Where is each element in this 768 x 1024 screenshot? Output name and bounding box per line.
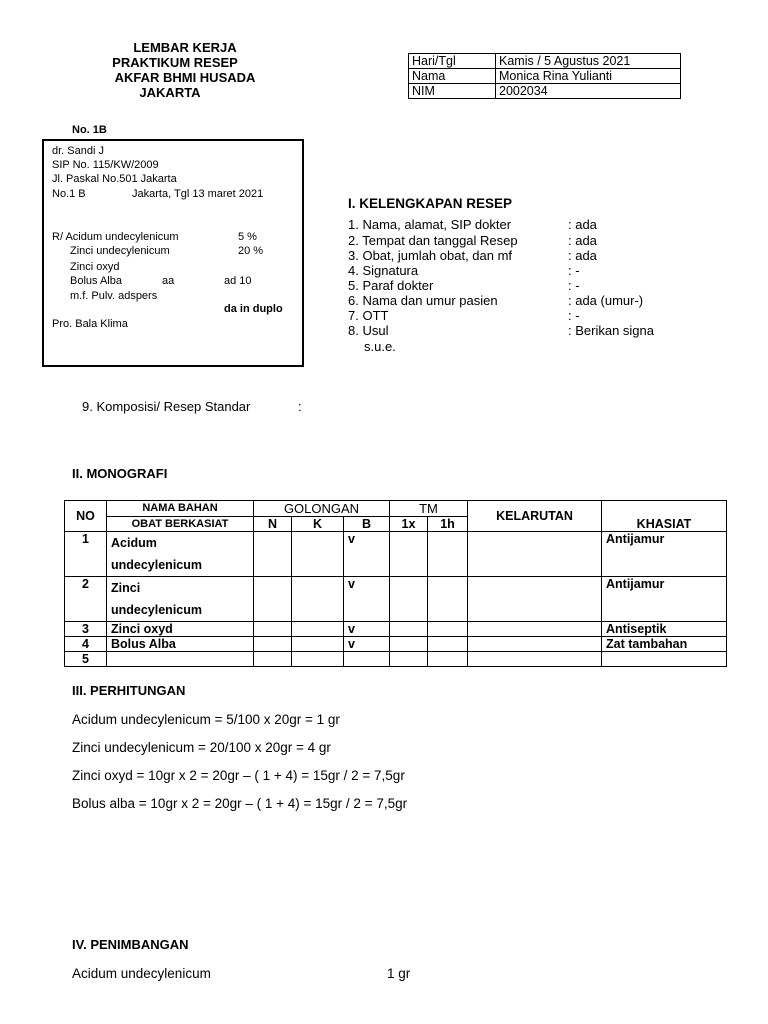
- cell-1h: [428, 577, 468, 622]
- kelengkapan-item-label: 7. OTT: [348, 308, 389, 323]
- col-no-header: NO: [65, 501, 107, 532]
- col-golongan-header: GOLONGAN: [254, 501, 390, 517]
- cell-kelarutan: [468, 637, 602, 652]
- kelengkapan-item-label: 1. Nama, alamat, SIP dokter: [348, 217, 512, 232]
- prescription-box: [42, 139, 304, 367]
- cell-khasiat: [602, 652, 727, 667]
- recipe-da-in-duplo: da in duplo: [224, 303, 283, 315]
- col-kelarutan-header: KELARUTAN: [468, 501, 602, 532]
- header-line-2: PRAKTIKUM RESEP: [112, 55, 238, 70]
- recipe-no: No.1 B: [52, 188, 86, 200]
- recipe-r1-name: R/ Acidum undecylenicum: [52, 231, 179, 243]
- recipe-r4-name: Bolus Alba: [70, 275, 122, 287]
- recipe-r4-aa: aa: [162, 275, 175, 287]
- recipe-r3-name: Zinci oxyd: [70, 261, 120, 273]
- komposisi-colon: :: [298, 399, 302, 414]
- cell-nama-line2: undecylenicum: [111, 603, 202, 617]
- cell-k: [292, 577, 344, 622]
- col-k-header: K: [292, 517, 344, 532]
- header-line-4: JAKARTA: [139, 85, 201, 100]
- penimbangan-item-amount: 1 gr: [387, 966, 411, 981]
- table-row: [65, 652, 727, 667]
- kelengkapan-item-value: : ada: [568, 217, 597, 232]
- table-row: [65, 637, 727, 652]
- cell-1h: [428, 532, 468, 577]
- kelengkapan-title: I. KELENGKAPAN RESEP: [348, 196, 513, 211]
- info-value: 2002034: [496, 84, 681, 99]
- cell-no: 2: [65, 577, 107, 622]
- cell-b: v: [344, 622, 390, 637]
- col-n-header: N: [254, 517, 292, 532]
- cell-nama: [107, 652, 254, 667]
- col-nama-header: NAMA BAHAN: [107, 501, 254, 517]
- kelengkapan-item-value: : -: [568, 263, 580, 278]
- recipe-address: Jl. Paskal No.501 Jakarta: [52, 173, 177, 185]
- cell-b: v: [344, 637, 390, 652]
- cell-1x: [390, 652, 428, 667]
- table-row: [65, 577, 727, 622]
- recipe-r1-amount: 5 %: [238, 231, 257, 243]
- kelengkapan-item-label: 3. Obat, jumlah obat, dan mf: [348, 248, 513, 263]
- kelengkapan-item-value: : ada: [568, 248, 597, 263]
- cell-nama-line2: undecylenicum: [111, 558, 202, 572]
- kelengkapan-item-value: : Berikan signa: [568, 323, 654, 338]
- cell-1x: [390, 637, 428, 652]
- cell-kelarutan: [468, 532, 602, 577]
- cell-n: [254, 577, 292, 622]
- info-row: [409, 54, 681, 69]
- cell-khasiat: Antijamur: [602, 577, 727, 622]
- cell-nama-line1: Acidum: [111, 536, 157, 550]
- cell-no: 4: [65, 637, 107, 652]
- cell-1x: [390, 622, 428, 637]
- cell-kelarutan: [468, 622, 602, 637]
- cell-no: 5: [65, 652, 107, 667]
- kelengkapan-item-value: : -: [568, 278, 580, 293]
- cell-n: [254, 622, 292, 637]
- kelengkapan-item-label: 6. Nama dan umur pasien: [348, 293, 498, 308]
- cell-no: 3: [65, 622, 107, 637]
- header-line-3: AKFAR BHMI HUSADA: [114, 70, 256, 85]
- cell-no: 1: [65, 532, 107, 577]
- cell-nama: Bolus Alba: [107, 637, 254, 652]
- cell-n: [254, 532, 292, 577]
- penimbangan-item-name: Acidum undecylenicum: [72, 966, 211, 981]
- cell-b: v: [344, 577, 390, 622]
- recipe-number: No. 1B: [72, 124, 107, 136]
- kelengkapan-item-label: 4. Signatura: [348, 263, 419, 278]
- penimbangan-title: IV. PENIMBANGAN: [72, 937, 189, 952]
- table-row: [65, 532, 727, 577]
- cell-1x: [390, 577, 428, 622]
- kelengkapan-continuation: s.u.e.: [364, 339, 396, 354]
- monografi-header-row: [65, 501, 727, 517]
- cell-1x: [390, 532, 428, 577]
- kelengkapan-item-label: 5. Paraf dokter: [348, 278, 434, 293]
- monografi-title: II. MONOGRAFI: [72, 466, 168, 481]
- cell-n: [254, 652, 292, 667]
- recipe-place-date: Jakarta, Tgl 13 maret 2021: [132, 188, 264, 200]
- recipe-r2-name: Zinci undecylenicum: [70, 245, 170, 257]
- col-1h-header: 1h: [428, 517, 468, 532]
- cell-n: [254, 637, 292, 652]
- recipe-sip: SIP No. 115/KW/2009: [52, 159, 159, 171]
- cell-kelarutan: [468, 577, 602, 622]
- info-label: NIM: [409, 84, 496, 99]
- cell-khasiat: Antijamur: [602, 532, 727, 577]
- kelengkapan-item-label: 8. Usul: [348, 323, 389, 338]
- cell-kelarutan: [468, 652, 602, 667]
- perhitungan-line: Zinci oxyd = 10gr x 2 = 20gr – ( 1 + 4) = 15gr / 2 = 7,5gr: [72, 768, 405, 783]
- recipe-mf: m.f. Pulv. adspers: [70, 290, 158, 302]
- kelengkapan-item-value: : ada (umur-): [568, 293, 644, 308]
- student-info-table: [408, 53, 681, 99]
- recipe-doctor: dr. Sandi J: [52, 145, 104, 157]
- perhitungan-line: Acidum undecylenicum = 5/100 x 20gr = 1 gr: [72, 712, 340, 727]
- perhitungan-line: Bolus alba = 10gr x 2 = 20gr – ( 1 + 4) = 15gr / 2 = 7,5gr: [72, 796, 408, 811]
- cell-nama: [107, 577, 254, 622]
- perhitungan-title: III. PERHITUNGAN: [72, 683, 186, 698]
- kelengkapan-item-value: : ada: [568, 233, 597, 248]
- cell-1h: [428, 637, 468, 652]
- recipe-r4-amount: ad 10: [224, 275, 252, 287]
- cell-b: [344, 652, 390, 667]
- col-nama-header-2: OBAT BERKASIAT: [107, 517, 254, 532]
- col-tm-header: TM: [390, 501, 468, 517]
- cell-k: [292, 622, 344, 637]
- col-b-header: B: [344, 517, 390, 532]
- header-line-1: LEMBAR KERJA: [133, 40, 237, 55]
- recipe-r2-amount: 20 %: [238, 245, 264, 257]
- cell-b: v: [344, 532, 390, 577]
- info-value: Kamis / 5 Agustus 2021: [496, 54, 681, 69]
- cell-1h: [428, 652, 468, 667]
- info-value: Monica Rina Yulianti: [496, 69, 681, 84]
- info-label: Nama: [409, 69, 496, 84]
- info-label: Hari/Tgl: [409, 54, 496, 69]
- kelengkapan-item-label: 2. Tempat dan tanggal Resep: [348, 233, 518, 248]
- cell-nama: Zinci oxyd: [107, 622, 254, 637]
- info-row: [409, 69, 681, 84]
- cell-khasiat: Antiseptik: [602, 622, 727, 637]
- cell-k: [292, 652, 344, 667]
- cell-nama-line1: Zinci: [111, 581, 141, 595]
- info-row: [409, 84, 681, 99]
- komposisi-label: 9. Komposisi/ Resep Standar: [82, 399, 251, 414]
- cell-nama: [107, 532, 254, 577]
- cell-khasiat: Zat tambahan: [602, 637, 727, 652]
- perhitungan-line: Zinci undecylenicum = 20/100 x 20gr = 4 gr: [72, 740, 331, 755]
- cell-k: [292, 637, 344, 652]
- cell-1h: [428, 622, 468, 637]
- monografi-table: [64, 500, 727, 667]
- col-khasiat-header: KHASIAT: [602, 501, 727, 532]
- recipe-pro: Pro. Bala Klima: [52, 318, 128, 330]
- col-1x-header: 1x: [390, 517, 428, 532]
- kelengkapan-item-value: : -: [568, 308, 580, 323]
- cell-k: [292, 532, 344, 577]
- table-row: [65, 622, 727, 637]
